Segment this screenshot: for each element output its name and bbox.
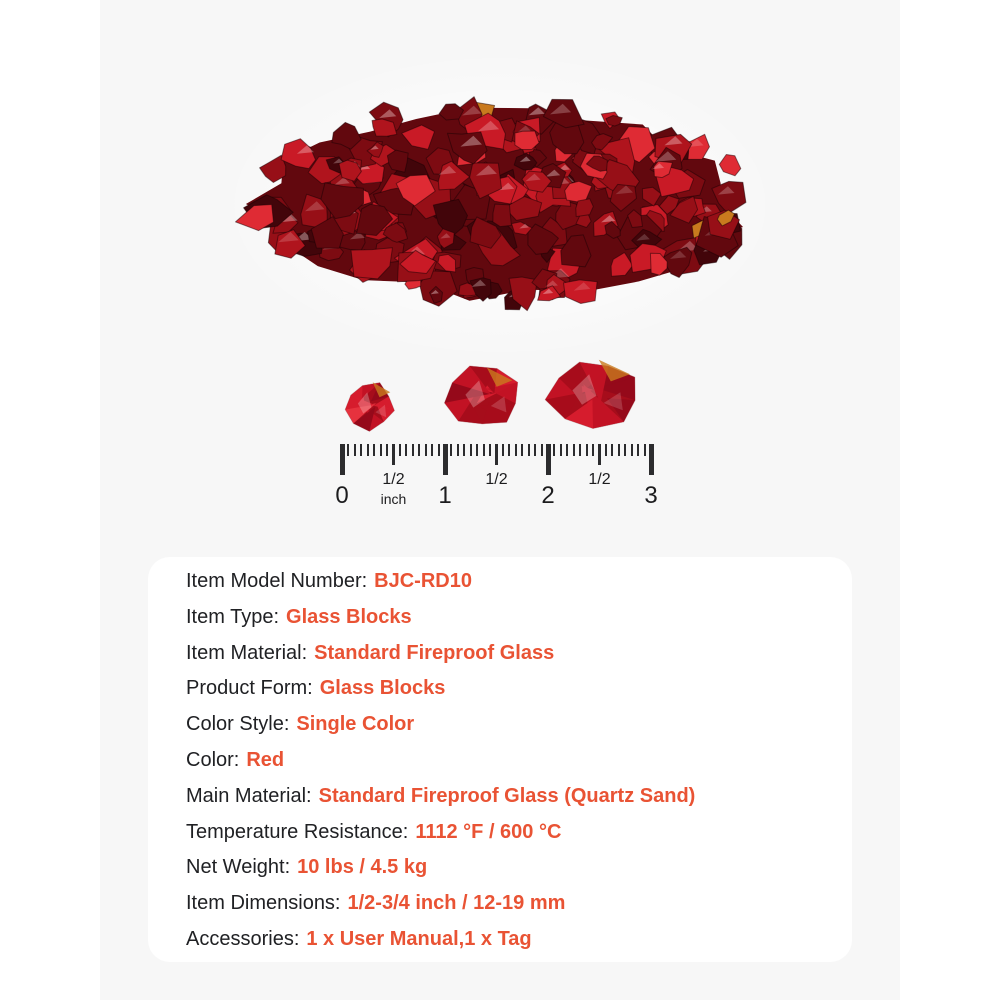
ruler-tick (405, 444, 407, 456)
ruler-tick (443, 444, 448, 475)
spec-row (186, 743, 852, 779)
ruler-tick (386, 444, 388, 456)
ruler-tick (624, 444, 626, 456)
ruler-tick (566, 444, 568, 456)
spec-value: BJC-RD10 (374, 570, 472, 592)
ruler-tick (644, 444, 646, 456)
spec-label: Color: (186, 748, 240, 771)
ruler-tick (631, 444, 633, 456)
ruler-tick (637, 444, 639, 456)
ruler-half-label: 1/2 (382, 471, 405, 488)
ruler-tick (508, 444, 510, 456)
spec-label: Main Material: (186, 784, 312, 807)
ruler-tick (553, 444, 555, 456)
ruler-tick (431, 444, 433, 456)
ruler-tick (586, 444, 588, 456)
ruler-unit-label: inch (380, 491, 407, 507)
ruler-tick (495, 444, 498, 465)
ruler-tick (412, 444, 414, 456)
ruler-tick (649, 444, 654, 475)
spec-label: Product Form: (186, 677, 313, 700)
ruler-tick (579, 444, 581, 456)
ruler-tick (618, 444, 620, 456)
ruler-tick (489, 444, 491, 456)
spec-row (186, 850, 852, 886)
spec-value: Red (246, 748, 285, 771)
spec-row (186, 564, 852, 600)
spec-label: Item Material: (186, 641, 308, 664)
ruler-tick (450, 444, 452, 456)
ruler-number-0: 0 (335, 482, 349, 509)
ruler-tick (541, 444, 543, 456)
ruler-tick (392, 444, 395, 465)
spec-row (186, 600, 852, 636)
spec-label: Item Type: (186, 605, 280, 628)
spec-row (186, 636, 852, 672)
ruler-tick (546, 444, 551, 475)
inch-ruler (335, 444, 658, 516)
ruler-tick (605, 444, 607, 456)
ruler-number-1: 1 (438, 482, 452, 509)
spec-value: Standard Fireproof Glass (Quartz Sand) (318, 784, 696, 807)
ruler-half-label: 1/2 (485, 471, 508, 488)
spec-label: Temperature Resistance: (186, 820, 409, 843)
ruler-tick (340, 444, 345, 475)
spec-value: Glass Blocks (319, 677, 446, 700)
ruler-tick (438, 444, 440, 456)
ruler-half-label: 1/2 (588, 471, 611, 488)
ruler-number-3: 3 (644, 482, 658, 509)
ruler-tick (373, 444, 375, 456)
spec-value: Standard Fireproof Glass (314, 641, 555, 664)
spec-label: Item Model Number: (186, 570, 368, 592)
spec-label: Item Dimensions: (186, 892, 341, 915)
ruler-tick (560, 444, 562, 456)
spec-value: Single Color (296, 713, 415, 736)
ruler-tick (463, 444, 465, 456)
spec-label: Net Weight: (186, 856, 291, 879)
ruler-tick (521, 444, 523, 456)
ruler-tick (528, 444, 530, 456)
spec-value: 10 lbs / 4.5 kg (297, 856, 428, 879)
ruler-tick (483, 444, 485, 456)
spec-row (186, 671, 852, 707)
spec-row (186, 886, 852, 922)
spec-row (186, 779, 852, 815)
ruler-tick (515, 444, 517, 456)
ruler-tick (476, 444, 478, 456)
spec-label: Accessories: (186, 927, 300, 950)
ruler-tick (425, 444, 427, 456)
spec-value: 1112 °F / 600 °C (415, 820, 562, 843)
ruler-tick (470, 444, 472, 456)
specs-card (148, 557, 852, 962)
ruler-tick (592, 444, 594, 456)
spec-row (186, 707, 852, 743)
ruler-tick (534, 444, 536, 456)
spec-row (186, 815, 852, 851)
product-panel (100, 0, 900, 1000)
ruler-tick (573, 444, 575, 456)
ruler-number-2: 2 (541, 482, 555, 509)
ruler-tick (457, 444, 459, 456)
red-fire-glass-pile-image (230, 72, 770, 322)
ruler-tick (367, 444, 369, 456)
spec-row (186, 922, 852, 958)
ruler-tick (611, 444, 613, 456)
ruler-tick (354, 444, 356, 456)
ruler-tick (502, 444, 504, 456)
spec-label: Color Style: (186, 713, 290, 736)
ruler-tick (380, 444, 382, 456)
spec-value: Glass Blocks (286, 605, 412, 628)
ruler-tick (360, 444, 362, 456)
ruler-tick (598, 444, 601, 465)
ruler-tick (418, 444, 420, 456)
spec-value: 1 x User Manual,1 x Tag (306, 927, 532, 950)
glass-size-sample-pieces-image (330, 348, 660, 438)
spec-value: 1/2-3/4 inch / 12-19 mm (347, 892, 566, 915)
ruler-tick (399, 444, 401, 456)
ruler-tick (347, 444, 349, 456)
